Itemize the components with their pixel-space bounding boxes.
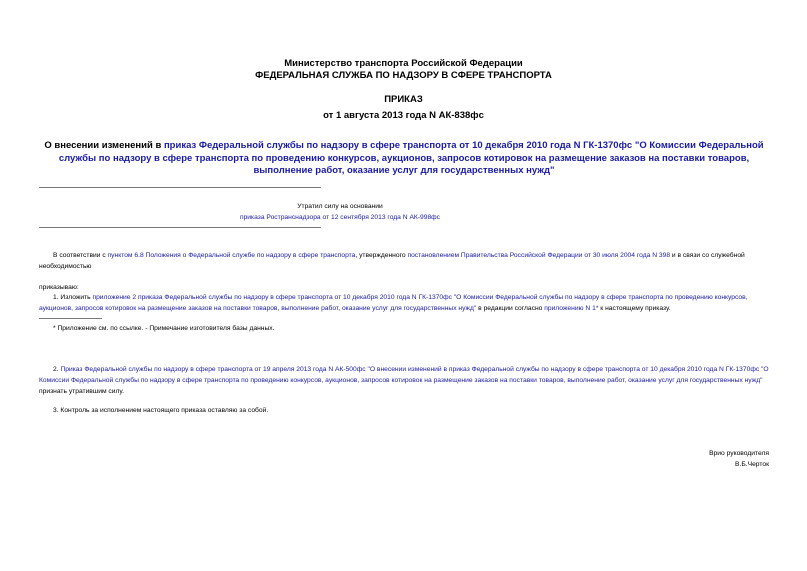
- divider-top: [39, 187, 321, 188]
- preamble-link-1[interactable]: пунктом 6.8 Положения о Федеральной службе по надзору в сфере транспорта: [107, 252, 356, 259]
- doc-type: ПРИКАЗ: [384, 94, 423, 105]
- signature-name: В.Б.Черток: [735, 461, 769, 468]
- item-2-num: 2.: [53, 366, 61, 373]
- item-1-end: к настоящему приказу.: [598, 305, 671, 312]
- orders-word: приказываю:: [39, 284, 79, 291]
- item-1-link-2[interactable]: приложению N 1*: [544, 305, 599, 312]
- preamble-text-3: и в связи со служебной необходимостью: [39, 252, 745, 270]
- preamble: [39, 250, 770, 272]
- item-2-end: признать утратившим силу.: [39, 388, 124, 395]
- repeal-note-text: Утратил силу на основании: [297, 203, 383, 210]
- item-2: [39, 364, 770, 397]
- title-prefix: О внесении изменений в: [44, 140, 164, 151]
- item-1-num: 1. Изложить: [53, 294, 93, 301]
- item-1-link[interactable]: приложение 2 приказа Федеральной службы по надзору в сфере транспорта от 10 декабря 2010 года N ГК-1370фс "О Комиссии Федеральной службы по надзору в сфере транспорта по проведению конкурсов, аукционов, запросов котировок на размещение заказов на поставки товаров, выполнение работ, оказание услуг для государственных нужд": [39, 294, 748, 312]
- signature-role: Врио руководителя: [709, 450, 769, 457]
- service-name: ФЕДЕРАЛЬНАЯ СЛУЖБА ПО НАДЗОРУ В СФЕРЕ ТРАНСПОРТА: [255, 70, 552, 81]
- divider-bottom: [39, 227, 321, 228]
- signature: [709, 448, 769, 470]
- doc-title: [36, 140, 772, 178]
- doc-date: от 1 августа 2013 года N АК-838фс: [323, 110, 484, 121]
- item-3: 3. Контроль за исполнением настоящего приказа оставляю за собой.: [53, 407, 269, 414]
- item-2-link[interactable]: Приказ Федеральной службы по надзору в сфере транспорта от 19 апреля 2013 года N АК-500фс "О внесении изменений в приказ Федеральной службы по надзору в сфере транспорта от 10 декабря 2010 года N ГК-1370фс "О Комиссии Федеральной службы по надзору в сфере транспорта по проведению конкурсов, аукционов, запросов котировок на размещение заказов на поставки товаров, выполнение работ, оказание услуг для государственных нужд": [39, 366, 769, 384]
- preamble-text-1: В соответствии с: [53, 252, 108, 259]
- preamble-link-2[interactable]: постановлением Правительства Российской Федерации от 30 июля 2004 года N 398: [407, 252, 671, 259]
- ministry-name: Министерство транспорта Российской Федерации: [284, 58, 523, 69]
- footnote-divider: [39, 318, 102, 319]
- item-1-mid: в редакции согласно: [476, 305, 545, 312]
- item-1: [39, 292, 770, 314]
- footnote: * Приложение см. по ссылке. - Примечание изготовителя базы данных.: [53, 325, 275, 332]
- repeal-note: [180, 201, 500, 223]
- repeal-note-link[interactable]: приказа Ространснадзора от 12 сентября 2013 года N АК-998фс: [239, 214, 441, 221]
- preamble-text-2: , утвержденного: [355, 252, 408, 259]
- title-link[interactable]: приказ Федеральной службы по надзору в сфере транспорта от 10 декабря 2010 года N ГК-1370фс "О Комиссии Федеральной службы по надзору в сфере транспорта по проведению конкурсов, аукционов, запросов котировок на размещение заказов на поставки товаров, выполнение работ, оказание услуг для государственных нужд": [58, 140, 764, 176]
